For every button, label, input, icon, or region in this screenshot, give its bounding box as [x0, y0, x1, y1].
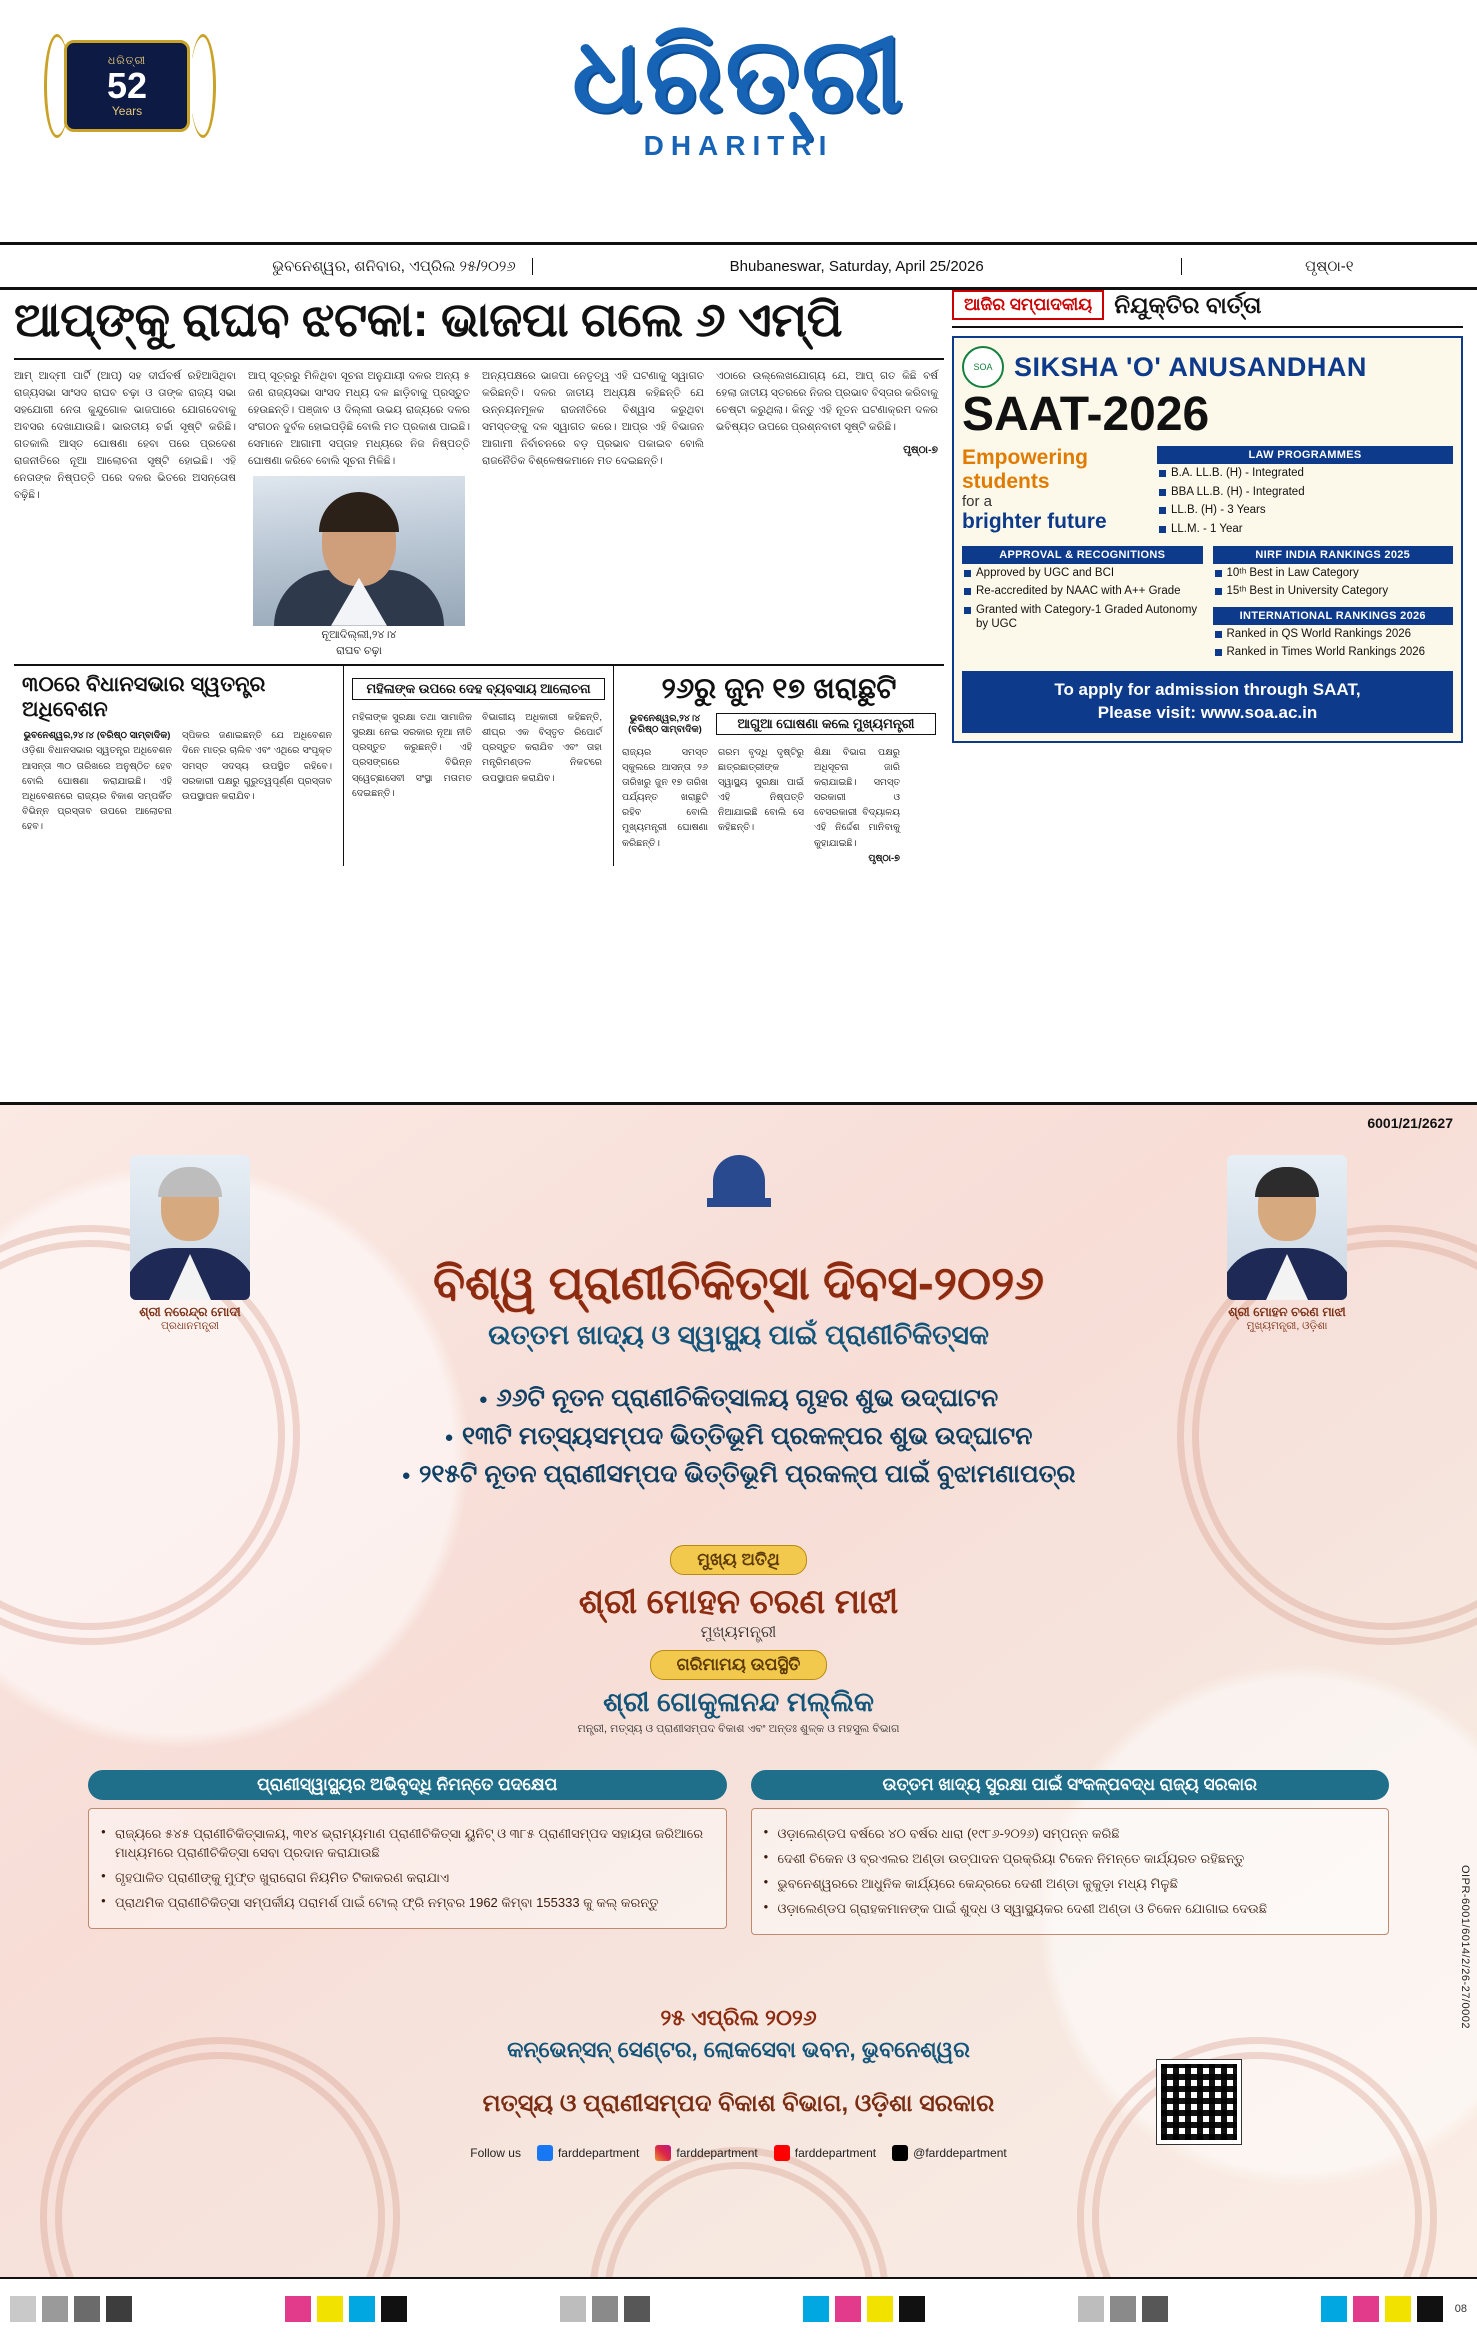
- chief-guest-name: ଶ୍ରୀ ମୋହନ ଚରଣ ମାଝୀ: [578, 1583, 899, 1621]
- secondary-story-3-title: ୨୬ରୁ ଜୁନ ୧୭ ଖରାଛୁଟି: [661, 672, 897, 705]
- secondary-story-2-text-1: ମହିଳାଙ୍କ ସୁରକ୍ଷା ତଥା ସାମାଜିକ ସୁରକ୍ଷା ନେଇ ସରକାର ନୂଆ ନୀତି ପ୍ରସ୍ତୁତ କରୁଛନ୍ତି। ଏହି ପ୍ରସଙ୍ଗରେ ବିଭିନ୍ନ ସ୍ୱେଚ୍ଛାସେବୀ ସଂସ୍ଥା ମତାମତ ଦେଇଛନ୍ତି।: [352, 711, 472, 799]
- presence-name: ଶ୍ରୀ ଗୋକୁଳାନନ୍ଦ ମଲ୍ଲିକ: [603, 1687, 874, 1717]
- secondary-story-2-title: ମହିଳାଙ୍କ ଉପରେ ଦେହ ବ୍ୟବସାୟ ଆଲୋଚନା: [352, 678, 605, 700]
- saat-nirf-item: 10ᵗʰ Best in Law Category: [1213, 564, 1454, 582]
- ad-bullet: ● ୧୩ଟି ମତ୍ସ୍ୟସମ୍ପଦ ଭିତ୍ତିଭୂମି ପ୍ରକଳ୍ପର ଶୁଭ ଉଦ୍‌ଘାଟନ: [0, 1422, 1477, 1451]
- event-date: ୨୫ ଏପ୍ରିଲ ୨୦୨୬: [660, 2005, 817, 2030]
- lead-headline: ଆପ୍‌ଙ୍କୁ ରାଘବ ଝଟକା: ଭାଜପା ଗଲେ ୬ ଏମ୍‌ପି: [14, 290, 944, 360]
- lead-photo-block: [248, 368, 470, 658]
- x-twitter-icon: [892, 2145, 908, 2161]
- ad-vertical-code: OIPR-6001/6014/2/26-27/0002: [1459, 1865, 1471, 2029]
- saat-apply-line-2[interactable]: Please visit: www.soa.ac.in: [1097, 703, 1318, 723]
- secondary-story-3: [614, 666, 944, 866]
- panel-right-item: ● ଭୁବନେଶ୍ୱରରେ ଆଧୁନିକ କାର୍ଯ୍ୟରେ କେନ୍ଦ୍ରରେ ଦେଶୀ ଅଣ୍ଡା କୁକୁଡ଼ା ମଧ୍ୟ ମିଳୁଛି: [764, 1875, 1377, 1894]
- saat-tagline-4: brighter future: [962, 510, 1107, 534]
- newspaper-logo: [0, 18, 1477, 162]
- facebook-handle: farddepartment: [557, 2146, 640, 2160]
- color-swatch: [381, 2296, 407, 2322]
- saat-law-heading: LAW PROGRAMMES: [1157, 446, 1453, 464]
- chief-guest-role: ମୁଖ୍ୟମନ୍ତ୍ରୀ: [700, 1624, 777, 1641]
- panel-left-item: ● ରାଜ୍ୟରେ ୫୪୫ ପ୍ରାଣୀଚିକିତ୍ସାଳୟ, ୩୧୪ ଭ୍ରାମ୍ୟମାଣ ପ୍ରାଣୀଚିକିତ୍ସା ୟୁନିଟ୍ ଓ ୩୮୫ ପ୍ରାଣୀସମ୍ପଦ ସହାୟତା ଜରିଆରେ ମାଧ୍ୟମରେ ପ୍ରାଣୀଚିକିତ୍ସା ସେବା ପ୍ରଦାନ କରାଯାଉଛି: [101, 1825, 714, 1863]
- department-name: ମତ୍ସ୍ୟ ଓ ପ୍ରାଣୀସମ୍ପଦ ବିକାଶ ବିଭାଗ, ଓଡ଼ିଶା ସରକାର: [482, 2090, 995, 2117]
- date-bar: [0, 245, 1477, 290]
- color-swatch: [106, 2296, 132, 2322]
- footer-page-number: 08: [1454, 2303, 1468, 2315]
- date-odia: ଭୁବନେଶ୍ୱର, ଶନିବାର, ଏପ୍ରିଲ ୨୫/୨୦୨୬: [272, 257, 516, 275]
- lead-story-col-3: [482, 368, 704, 658]
- secondary-story-3-text-3: ଶିକ୍ଷା ବିଭାଗ ପକ୍ଷରୁ ଅଧିସୂଚନା ଜାରି କରାଯାଇଛି। ସମସ୍ତ ସରକାରୀ ଓ ବେସରକାରୀ ବିଦ୍ୟାଳୟ ଏହି ନିର୍ଦ୍ଦେଶ ମାନିବାକୁ କୁହାଯାଇଛି।: [814, 746, 900, 849]
- presence-role: ମନ୍ତ୍ରୀ, ମତ୍ସ୍ୟ ଓ ପ୍ରାଣୀସମ୍ପଦ ବିକାଶ ଏବଂ ଅନ୍ତଃ ଶୁଳ୍କ ଓ ମହସୁଲ ବିଭାଗ: [577, 1723, 900, 1735]
- instagram-handle: farddepartment: [676, 2146, 758, 2160]
- color-swatch: [10, 2296, 36, 2322]
- secondary-story-1-dateline: ଭୁବନେଶ୍ୱର,୨୪।୪ (ବରିଷ୍ଠ ସାମ୍ବାଦିକ): [23, 730, 171, 742]
- secondary-story-3-text-2: ଗରମ ବୃଦ୍ଧି ଦୃଷ୍ଟିରୁ ଛାତ୍ରଛାତ୍ରୀଙ୍କ ସ୍ୱାସ୍ଥ୍ୟ ସୁରକ୍ଷା ପାଇଁ ଏହି ନିଷ୍ପତ୍ତି ନିଆଯାଇଛି ବୋଲି ସେ କହିଛନ୍ତି।: [718, 746, 804, 834]
- lead-story-text-1: ଆମ୍‌ ଆଦ୍‌ମୀ ପାର୍ଟି (ଆପ୍‌) ସହ ଦୀର୍ଘବର୍ଷ ରହିଆସିଥିବା ରାଜ୍ୟସଭା ସାଂସଦ ରାଘବ ଚଢ଼ା ଓ ତାଙ୍କ ରାଜ୍ୟ ସଭା ସହଯୋଗୀ ନେତା କୁନ୍ଦୁଗୋଳ ଭାଜପାରେ ଯୋଗଦେବାକୁ ଅବସର ଦେଖାଯାଉଛି। ଭାରତୀୟ ଚର୍ଚ୍ଚା ସୃଷ୍ଟି କରିଛି। ଗତକାଲି ଆସ୍ତ ଘୋଷଣା ହେବା ପରେ ପ୍ରଦେଶ ରାଜନୀତିରେ ନୂଆ ଆଲୋଚନା ସୃଷ୍ଟି ହୋଇଛି। ଏହି ନେତାଙ୍କ ନିଷ୍ପତ୍ତି ପରେ ଦଳର ଭିତରେ ଅସନ୍ତୋଷ ବଢ଼ିଛି।: [14, 369, 236, 501]
- lead-story-text-4: ଏଠାରେ ଉଲ୍ଲେଖଯୋଗ୍ୟ ଯେ, ଆପ୍‌ ଗତ କିଛି ବର୍ଷ ହେଲା ଜାତୀୟ ସ୍ତରରେ ନିଜର ପ୍ରଭାବ ବିସ୍ତାର କରିବାକୁ ଚେଷ୍ଟା କରୁଥିଲା। କିନ୍ତୁ ଏହି ନୂତନ ଘଟଣାକ୍ରମ ଦଳର ଭବିଷ୍ୟତ ଉପରେ ପ୍ରଶ୍ନବାଚୀ ସୃଷ୍ଟି କରିଛି।: [716, 369, 938, 433]
- color-swatch: [1417, 2296, 1443, 2322]
- color-swatch: [803, 2296, 829, 2322]
- secondary-story-2-text-2: ବିଭାଗୀୟ ଅଧିକାରୀ କହିଛନ୍ତି, ଶୀଘ୍ର ଏକ ବିସ୍ତୃତ ରିପୋର୍ଟ ପ୍ରସ୍ତୁତ କରାଯିବ ଏବଂ ତାହା ମନ୍ତ୍ରିମଣ୍ଡଳ ନିକଟରେ ଉପସ୍ଥାପନ କରାଯିବ।: [482, 711, 602, 784]
- saat-approval-item: Approved by UGC and BCI: [962, 564, 1203, 582]
- anniversary-badge-years: Years: [111, 103, 143, 118]
- color-swatch: [1110, 2296, 1136, 2322]
- social-youtube[interactable]: [774, 2145, 876, 2161]
- lead-story-text-3: ଅନ୍ୟପକ୍ଷରେ ଭାଜପା ନେତୃତ୍ୱ ଏହି ଘଟଣାକୁ ସ୍ୱାଗତ କରିଛନ୍ତି। ଦଳର ଜାତୀୟ ଅଧ୍ୟକ୍ଷ କହିଛନ୍ତି ଯେ ଉନ୍ନୟନମୂଳକ ରାଜନୀତିରେ ବିଶ୍ୱାସ କରୁଥିବା ସମସ୍ତଙ୍କୁ ଦଳ ସ୍ୱାଗତ କରେ। ଆପ୍‌ର ଏହି ବିଭାଜନ ଆଗାମୀ ନିର୍ବାଚନରେ ବଡ଼ ପ୍ରଭାବ ପକାଇବ ବୋଲି ରାଜନୈତିକ ବିଶ୍ଳେଷକମାନେ ମତ ଦେଇଛନ୍ତି।: [482, 369, 704, 467]
- color-swatch: [349, 2296, 375, 2322]
- color-swatch: [624, 2296, 650, 2322]
- lead-photo: [253, 476, 465, 626]
- lead-story-col-2: [248, 368, 470, 470]
- panel-right: [751, 1770, 1390, 1935]
- lead-story-text-2: ଆପ୍‌ ସୂତ୍ରରୁ ମିଳିଥିବା ସୂଚନା ଅନୁଯାୟୀ ଦଳର ଅନ୍ୟ ୫ ଜଣ ରାଜ୍ୟସଭା ସାଂସଦ ମଧ୍ୟ ଦଳ ଛାଡ଼ିବାକୁ ପ୍ରସ୍ତୁତ ହେଉଛନ୍ତି। ପଞ୍ଜାବ ଓ ଦିଲ୍ଲୀ ଉଭୟ ରାଜ୍ୟରେ ଦଳର ସଂଗଠନ ଦୁର୍ବଳ ହୋଇପଡ଼ିଛି ବୋଲି ମତ ପ୍ରକାଶ ପାଇଛି। ସେମାନେ ଆଗାମୀ ସପ୍ତାହ ମଧ୍ୟରେ ନିଜ ନିଷ୍ପତ୍ତି ଘୋଷଣା କରିବେ ବୋଲି ସୂଚନା ମିଳିଛି।: [248, 369, 470, 467]
- saat-tagline: [962, 446, 1147, 538]
- presence-block: [0, 1650, 1477, 1737]
- saat-tagline-3: for a: [962, 493, 993, 511]
- follow-label: Follow us: [470, 2146, 521, 2160]
- logo-odia-text: ଧରିତ୍ରୀ: [572, 18, 905, 134]
- color-swatch: [42, 2296, 68, 2322]
- color-swatch: [1353, 2296, 1379, 2322]
- secondary-story-1-text-1: ଓଡ଼ିଶା ବିଧାନସଭାର ସ୍ୱତନ୍ତ୍ର ଅଧିବେଶନ ଆସନ୍ତା ୩୦ ତାରିଖରେ ଅନୁଷ୍ଠିତ ହେବ ବୋଲି ଘୋଷଣା କରାଯାଇଛି। ଏହି ଅଧିବେଶନରେ ରାଜ୍ୟର ବିକାଶ ସମ୍ପର୍କିତ ବିଭିନ୍ନ ପ୍ରସ୍ତାବ ଉପରେ ଆଲୋଚନା ହେବ।: [22, 745, 172, 833]
- color-swatch: [1078, 2296, 1104, 2322]
- color-swatch: [867, 2296, 893, 2322]
- presence-label: ଗରିମାମୟ ଉପସ୍ଥିତି: [650, 1650, 828, 1680]
- youtube-icon: [774, 2145, 790, 2161]
- secondary-story-3-text-1: ରାଜ୍ୟର ସମସ୍ତ ସ୍କୁଲରେ ଆସନ୍ତା ୨୬ ତାରିଖରୁ ଜୁନ ୧୭ ତାରିଖ ପର୍ଯ୍ୟନ୍ତ ଖରାଛୁଟି ରହିବ ବୋଲି ମୁଖ୍ୟମନ୍ତ୍ରୀ ଘୋଷଣା କରିଛନ୍ତି।: [622, 746, 708, 849]
- leader-left-name: ଶ୍ରୀ ନରେନ୍ଦ୍ର ମୋଦୀ: [139, 1305, 241, 1319]
- logo-english-text: DHARITRI: [643, 130, 834, 161]
- lead-story-col-4: [716, 368, 938, 658]
- color-swatch: [1142, 2296, 1168, 2322]
- secondary-story-1-body: [22, 728, 172, 834]
- social-facebook[interactable]: [537, 2145, 639, 2161]
- saat-law-item: BBA LL.B. (H) - Integrated: [1157, 483, 1453, 501]
- state-emblem-icon: [705, 1129, 773, 1207]
- panel-left-item: ● ଗୃହପାଳିତ ପ୍ରାଣୀଙ୍କୁ ମୁଫ୍ତ ଖୁରାରୋଗ ନିୟମିତ ଟିକାକରଣ କରାଯାଏ: [101, 1869, 714, 1888]
- panel-right-item: ● ଦେଶୀ ଚିକେନ ଓ ବ୍ରଏଲର ଅଣ୍ଡା ଉତ୍ପାଦନ ପ୍ରକ୍ରିୟା ଟିକେନ ନିମନ୍ତେ କାର୍ଯ୍ୟରତ ରହିଛନ୍ତୁ: [764, 1850, 1377, 1869]
- instagram-icon: [655, 2145, 671, 2161]
- saat-ad-header: [962, 346, 1453, 388]
- lead-story-continued[interactable]: ପୃଷ୍ଠା-୭: [903, 443, 938, 456]
- saat-approval-item: Granted with Category-1 Graded Autonomy by UGC: [962, 601, 1203, 634]
- qr-code[interactable]: [1157, 2060, 1241, 2144]
- ad-bullet-list: [0, 1375, 1477, 1498]
- secondary-story-3-dateline: ଭୁବନେଶ୍ୱର,୨୪।୪ (ବରିଷ୍ଠ ସାମ୍ବାଦିକ): [628, 712, 702, 735]
- saat-approval-item: Re-accredited by NAAC with A++ Grade: [962, 582, 1203, 600]
- ad-bullet: ● ୨୧୫ଟି ନୂତନ ପ୍ରାଣୀସମ୍ପଦ ଭିତ୍ତିଭୂମି ପ୍ରକଳ୍ପ ପାଇଁ ବୁଝାମଣାପତ୍ର: [0, 1460, 1477, 1489]
- chief-guest-label: ମୁଖ୍ୟ ଅତିଥି: [670, 1545, 806, 1575]
- saat-law-programmes: [1157, 446, 1453, 538]
- social-instagram[interactable]: [655, 2145, 757, 2161]
- ad-subtitle: ଉତ୍ତମ ଖାଦ୍ୟ ଓ ସ୍ୱାସ୍ଥ୍ୟ ପାଇଁ ପ୍ରାଣୀଚିକିତ୍ସକ: [488, 1320, 989, 1350]
- event-venue: କନ୍‌ଭେନ୍‌ସନ୍‌ ସେଣ୍ଟର, ଲୋକସେବା ଭବନ, ଭୁବନେଶ୍ୱର: [507, 2037, 970, 2062]
- saat-rankings: [1213, 546, 1454, 662]
- page-label: ପୃଷ୍ଠା-୧: [1305, 257, 1354, 275]
- secondary-story-1-body-2: [182, 728, 332, 834]
- secondary-story-3-text-3-wrap: [814, 745, 900, 867]
- secondary-stories: [14, 664, 944, 866]
- right-column: [952, 290, 1463, 743]
- saat-exam-name: SAAT-2026: [962, 388, 1210, 441]
- saat-intl-item: Ranked in QS World Rankings 2026: [1213, 625, 1454, 643]
- saat-tagline-1: Empowering: [962, 446, 1089, 470]
- secondary-story-3-banner: ଆଗୁଆ ଘୋଷଣା କଲେ ମୁଖ୍ୟମନ୍ତ୍ରୀ: [716, 713, 936, 735]
- editorial-header: [952, 290, 1463, 328]
- left-column: [14, 290, 944, 866]
- government-advertisement: [0, 1102, 1477, 2277]
- color-swatch: [74, 2296, 100, 2322]
- secondary-story-3-banner-wrap: [716, 707, 936, 739]
- color-swatch: [285, 2296, 311, 2322]
- saat-apply-line-1: To apply for admission through SAAT,: [1054, 680, 1361, 700]
- masthead: [0, 0, 1477, 245]
- ad-code: 6001/21/2627: [1367, 1115, 1453, 1131]
- saat-approval-heading: APPROVAL & RECOGNITIONS: [962, 546, 1203, 564]
- x-handle: @farddepartment: [913, 2146, 1007, 2160]
- saat-intl-item: Ranked in Times World Rankings 2026: [1213, 643, 1454, 661]
- youtube-handle: farddepartment: [794, 2146, 877, 2160]
- color-swatch: [1321, 2296, 1347, 2322]
- leader-left-designation: ପ୍ରଧାନମନ୍ତ୍ରୀ: [161, 1320, 219, 1332]
- lead-story-col-1: [14, 368, 236, 658]
- chief-guest-block: [0, 1545, 1477, 1642]
- anniversary-badge-top: ଧରିତ୍ରୀ: [107, 54, 147, 67]
- panel-left: [88, 1770, 727, 1935]
- color-swatch: [899, 2296, 925, 2322]
- secondary-story-1: [14, 666, 344, 866]
- leader-right-name: ଶ୍ରୀ ମୋହନ ଚରଣ ମାଝୀ: [1228, 1305, 1346, 1319]
- color-swatch: [317, 2296, 343, 2322]
- panel-right-item: ● ଓଡ଼ାଲେଣ୍ଡପ ବର୍ଷରେ ୪୦ ବର୍ଷର ଧାରା (୧୯୮୬-୨୦୨୬) ସମ୍ପନ୍ନ କରିଛି: [764, 1825, 1377, 1844]
- social-x[interactable]: [892, 2145, 1007, 2161]
- anniversary-badge-number: 52: [106, 64, 148, 106]
- photo-caption-name: ରାଘବ ଚଢ଼ା: [336, 644, 382, 657]
- panel-right-heading: ଉତ୍ତମ ଖାଦ୍ୟ ସୁରକ୍ଷା ପାଇଁ ସଂକଳ୍ପବଦ୍ଧ ରାଜ୍ୟ ସରକାର: [751, 1770, 1390, 1800]
- ad-bullet: ● ୬୬ଟି ନୂତନ ପ୍ରାଣୀଚିକିତ୍ସାଳୟ ଗୃହର ଶୁଭ ଉଦ୍‌ଘାଟନ: [0, 1384, 1477, 1413]
- color-swatch: [1385, 2296, 1411, 2322]
- date-english: Bhubaneswar, Saturday, April 25/2026: [532, 258, 1182, 275]
- color-swatch: [592, 2296, 618, 2322]
- event-details: [0, 2005, 1477, 2063]
- social-follow-bar: [0, 2145, 1477, 2161]
- print-color-bar: [0, 2277, 1477, 2339]
- saat-law-item: B.A. LL.B. (H) - Integrated: [1157, 464, 1453, 482]
- saat-approvals: [962, 546, 1203, 662]
- ad-main-title: ବିଶ୍ୱ ପ୍ରାଣୀଚିକିତ୍ସା ଦିବସ-୨୦୨୬: [433, 1256, 1044, 1309]
- saat-apply-footer[interactable]: [962, 671, 1453, 733]
- content-area: [0, 290, 1477, 1102]
- leader-right-designation: ମୁଖ୍ୟମନ୍ତ୍ରୀ, ଓଡ଼ିଶା: [1246, 1320, 1328, 1332]
- panel-left-item: ● ପ୍ରାଥମିକ ପ୍ରାଣୀଚିକିତ୍ସା ସମ୍ପର୍କୀୟ ପରାମର୍ଶ ପାଇଁ ଟୋଲ୍ ଫ୍ରି ନମ୍ବର 1962 କିମ୍ବା 155333 କୁ କଲ୍ କରନ୍ତୁ: [101, 1894, 714, 1913]
- saat-advertisement[interactable]: [952, 336, 1463, 743]
- panel-left-heading: ପ୍ରାଣୀସ୍ୱାସ୍ଥ୍ୟର ଅଭିବୃଦ୍ଧି ନିମନ୍ତେ ପଦକ୍ଷେପ: [88, 1770, 727, 1800]
- saat-nirf-item: 15ᵗʰ Best in University Category: [1213, 582, 1454, 600]
- secondary-story-2: [344, 666, 614, 866]
- saat-law-item: LL.M. - 1 Year: [1157, 520, 1453, 538]
- saat-law-item: LL.B. (H) - 3 Years: [1157, 501, 1453, 519]
- secondary-story-1-title: ୩୦ରେ ବିଧାନସଭାର ସ୍ୱତନ୍ତ୍ର ଅଧିବେଶନ: [22, 672, 266, 721]
- ad-panels: [88, 1770, 1389, 1935]
- saat-tagline-2: students: [962, 469, 1050, 493]
- secondary-story-3-continued[interactable]: ପୃଷ୍ଠା-୭: [868, 852, 900, 864]
- facebook-icon: [537, 2145, 553, 2161]
- photo-caption-dateline: ନୂଆଦିଲ୍ଲୀ,୨୪।୪: [321, 628, 397, 641]
- saat-nirf-heading: NIRF INDIA RANKINGS 2025: [1213, 546, 1454, 564]
- editorial-badge[interactable]: ଆଜିର ସମ୍ପାଦକୀୟ: [952, 290, 1104, 320]
- panel-right-body: [751, 1808, 1390, 1935]
- color-swatch: [560, 2296, 586, 2322]
- saat-university-name: SIKSHA 'O' ANUSANDHAN: [1014, 351, 1367, 382]
- saat-intl-heading: INTERNATIONAL RANKINGS 2026: [1213, 607, 1454, 625]
- panel-left-body: [88, 1808, 727, 1929]
- editorial-title: ନିଯୁକ୍ତିର ବାର୍ତ୍ତା: [1114, 291, 1262, 318]
- color-swatch: [835, 2296, 861, 2322]
- panel-right-item: ● ଓଡ଼ାଲେଣ୍ଡପ ଗ୍ରାହକମାନଙ୍କ ପାଇଁ ଶୁଦ୍ଧ ଓ ସ୍ୱାସ୍ଥ୍ୟକର ଦେଶୀ ଅଣ୍ଡା ଓ ଚିକେନ ଯୋଗାଇ ଦେଉଛି: [764, 1900, 1377, 1919]
- soa-logo-icon: SOA: [962, 346, 1004, 388]
- secondary-story-1-text-2: ସ୍ପିକର ଜଣାଇଛନ୍ତି ଯେ ଅଧିବେଶନ ଦିନେ ମାତ୍ର ଚାଲିବ ଏବଂ ଏଥିରେ ସଂପୃକ୍ତ ସମସ୍ତ ସଦସ୍ୟ ଉପସ୍ଥିତ ରହିବେ। ସରକାରୀ ପକ୍ଷରୁ ଗୁରୁତ୍ୱପୂର୍ଣ୍ଣ ପ୍ରସ୍ତାବ ଉପସ୍ଥାପନ କରାଯିବ।: [182, 730, 332, 802]
- lead-story: [14, 360, 944, 658]
